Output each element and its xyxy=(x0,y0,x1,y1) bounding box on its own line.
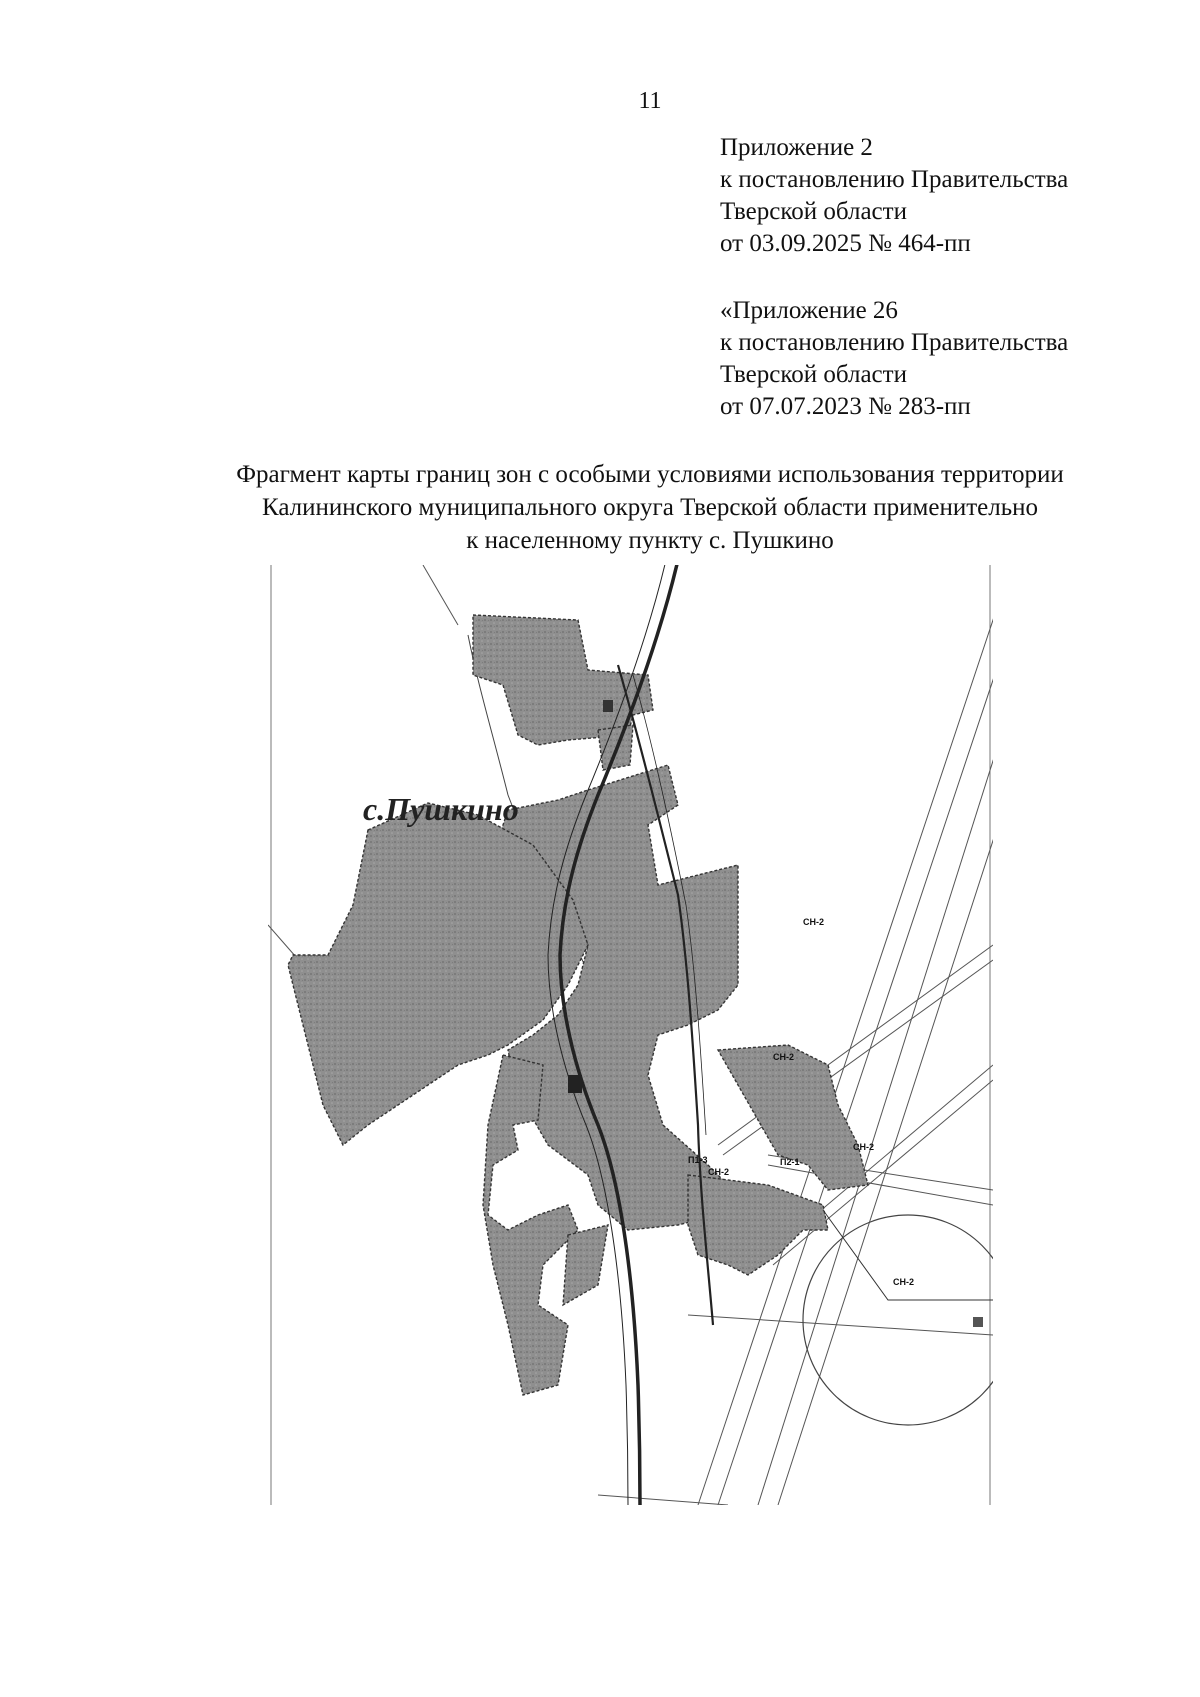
addendum-block-2 xyxy=(720,295,1068,423)
page-number: 11 xyxy=(638,88,662,114)
territory-south-patch xyxy=(563,1225,608,1305)
zone-label: СН-2 xyxy=(853,1142,875,1152)
zone-label: П2-1 xyxy=(780,1157,800,1167)
territory-east-2 xyxy=(688,1175,828,1275)
place-name-label: с.Пушкино xyxy=(363,791,519,827)
addendum-line: от 03.09.2025 № 464-пп xyxy=(720,230,971,257)
document-title xyxy=(0,458,1200,557)
zone-map xyxy=(268,565,993,1505)
addendum-line: от 07.07.2023 № 283-пп xyxy=(720,393,971,420)
zone-label: П1-3 xyxy=(688,1155,708,1165)
zone-label: СН-2 xyxy=(708,1167,730,1177)
zone-label: СН-2 xyxy=(773,1052,795,1062)
addendum-line: Приложение 2 xyxy=(720,134,873,161)
addendum-block-1 xyxy=(720,132,1068,260)
zone-label: СН-2 xyxy=(893,1277,915,1287)
title-line: Калининского муниципального округа Тверской области применительно xyxy=(261,494,1038,521)
building-mark xyxy=(603,700,613,712)
addendum-line: Тверской области xyxy=(720,361,907,388)
zone-circle xyxy=(803,1215,993,1425)
addendum-line: к постановлению Правительства xyxy=(720,329,1069,356)
addendum-line: Тверской области xyxy=(720,198,907,225)
building-mark xyxy=(568,1075,582,1093)
title-line: к населенному пункту с. Пушкино xyxy=(466,527,834,554)
addendum-line: к постановлению Правительства xyxy=(720,166,1069,193)
building-mark xyxy=(973,1317,983,1327)
title-line: Фрагмент карты границ зон с особыми условиями использования территории xyxy=(236,461,1064,488)
addendum-line: «Приложение 26 xyxy=(720,297,898,324)
zone-label: СН-2 xyxy=(803,917,825,927)
